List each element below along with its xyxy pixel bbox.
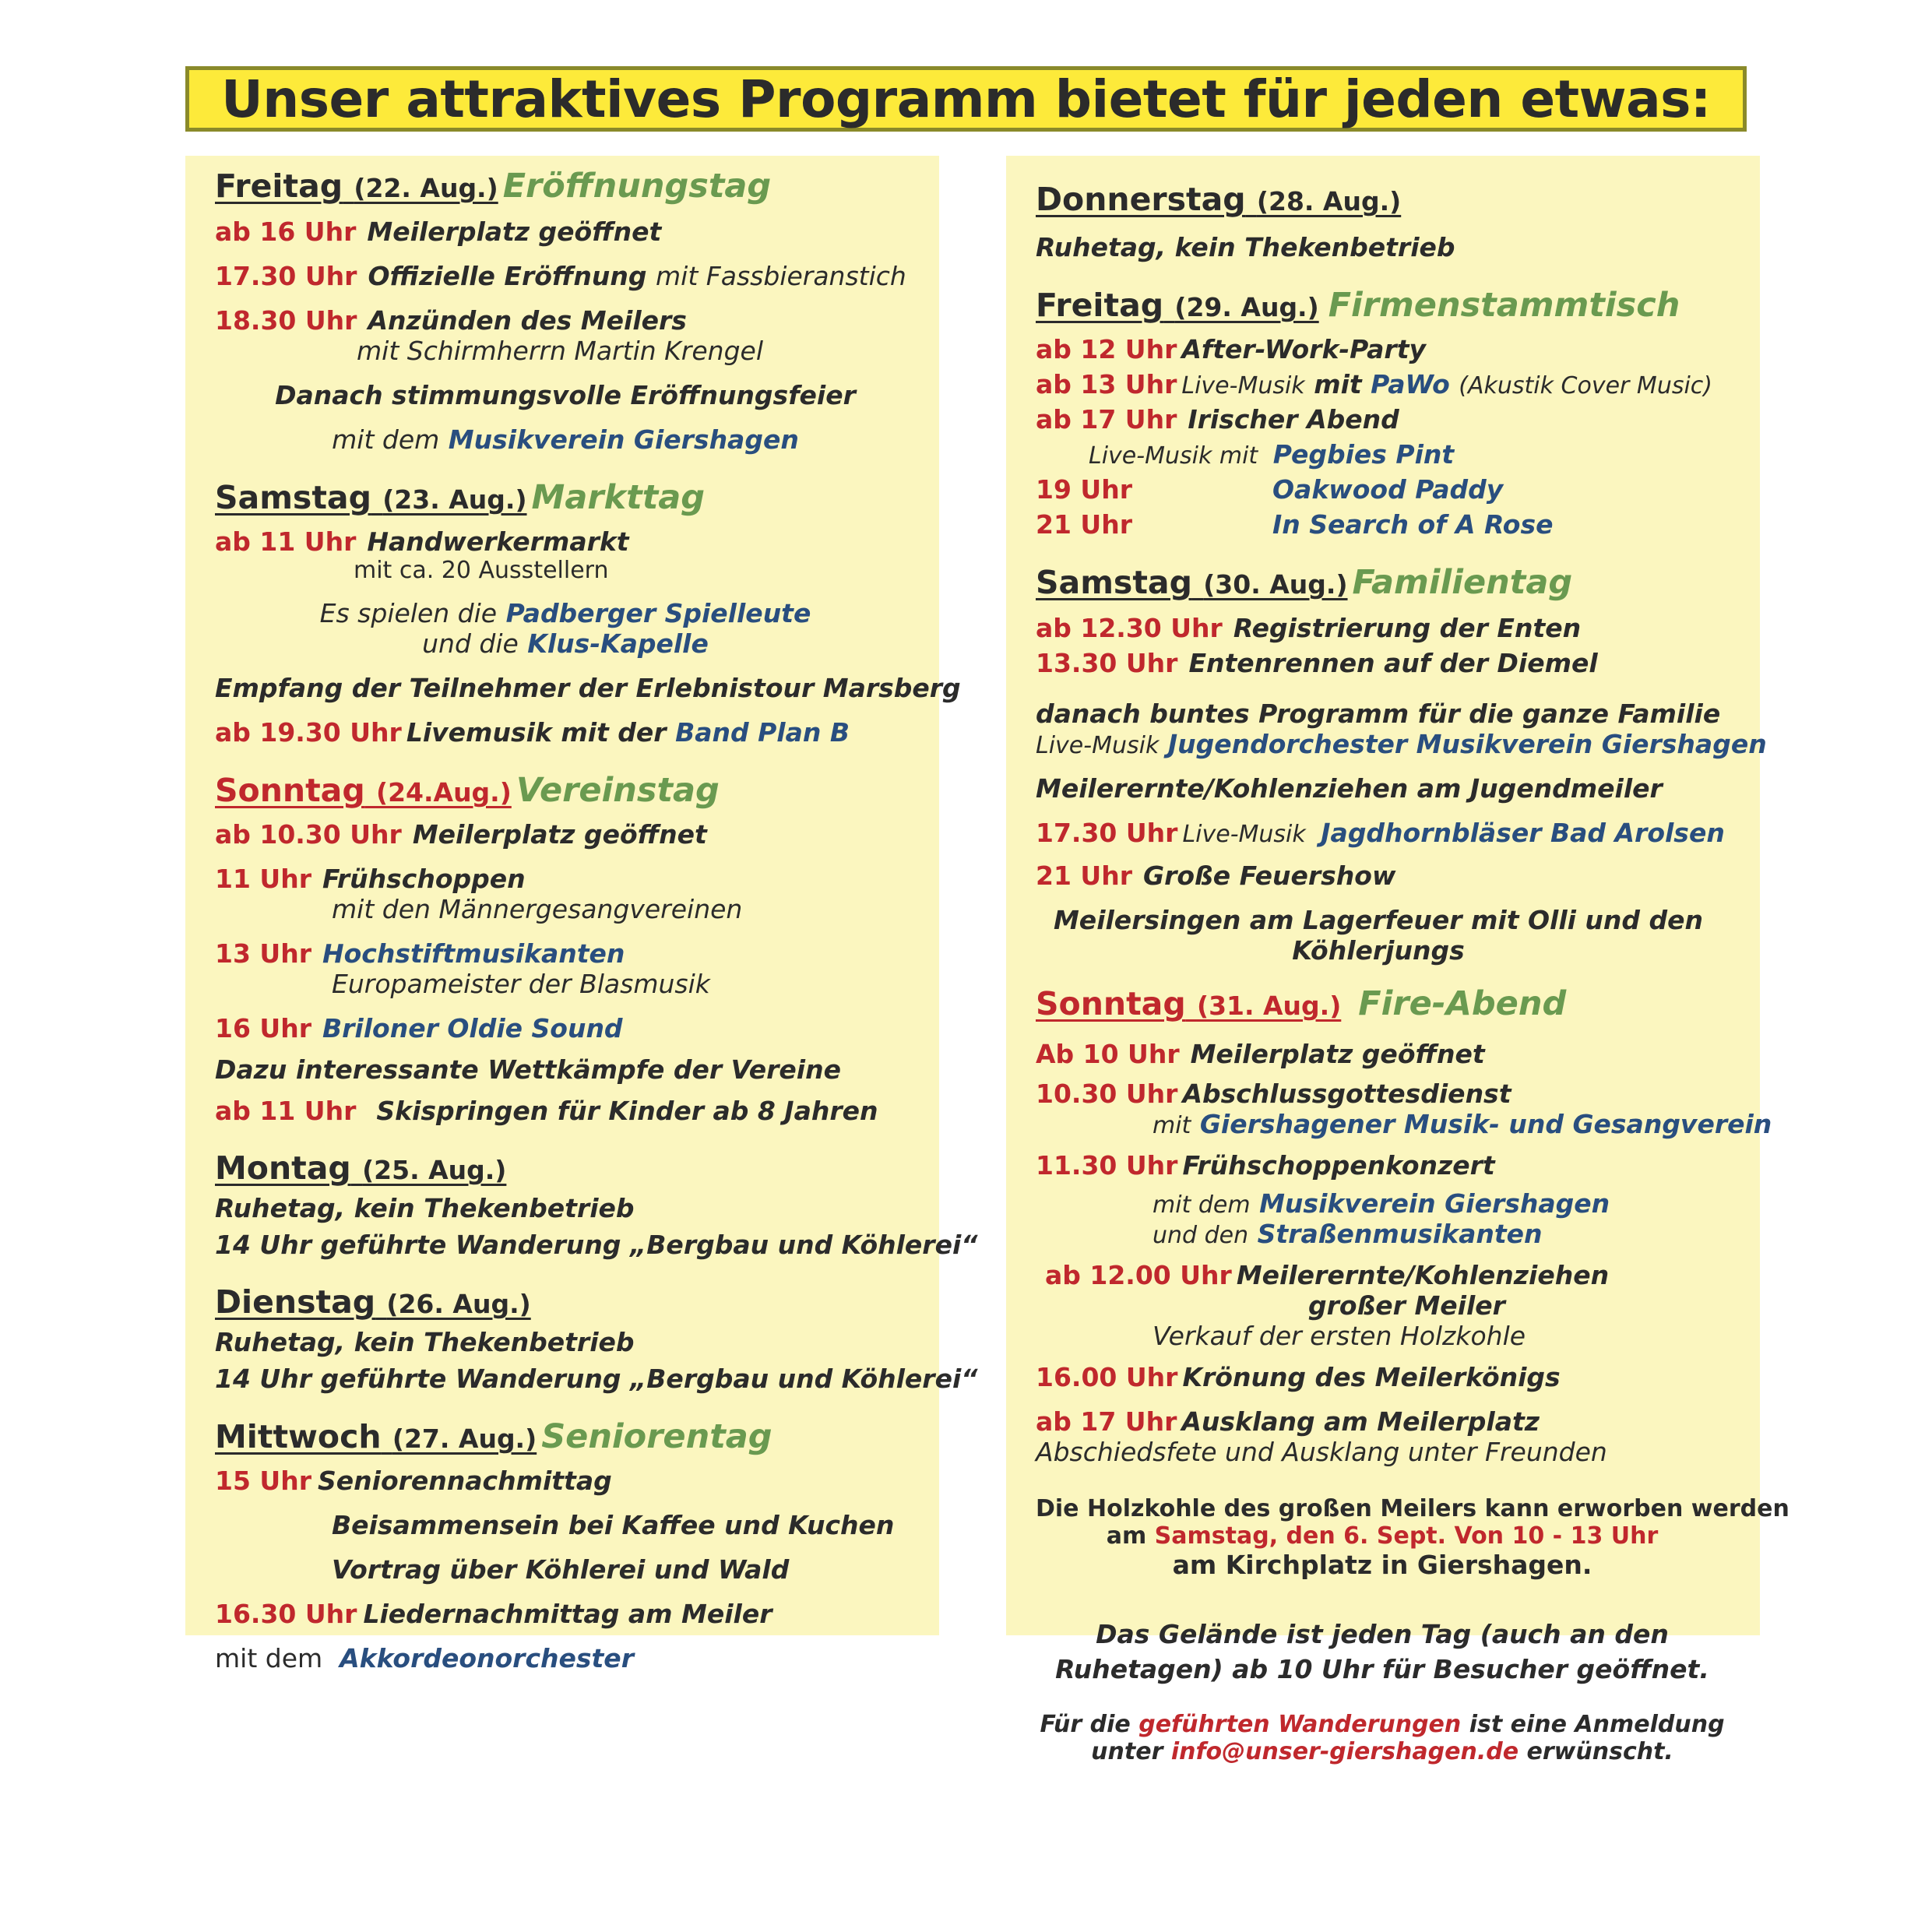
day-friday-22: [215, 167, 939, 455]
program-item: Dazu interessante Wettkämpfe der Vereine: [215, 1054, 841, 1085]
program-item: ab 17 Uhr Irischer Abend: [1036, 404, 1399, 435]
program-item: 14 Uhr geführte Wanderung „Bergbau und Köhlerei“: [215, 1364, 978, 1394]
day-monday-25: [215, 1149, 978, 1260]
program-item: und den Straßenmusikanten: [1153, 1219, 1543, 1249]
program-item: 13 Uhr Hochstiftmusikanten: [215, 938, 625, 969]
program-item: mit Giershagener Musik- und Gesangverein: [1153, 1109, 1772, 1139]
program-item: Ruhetag, kein Thekenbetrieb: [1036, 232, 1455, 262]
program-item: Vortrag über Köhlerei und Wald: [332, 1554, 790, 1585]
day-thursday-28: [1036, 181, 1760, 262]
program-item: ab 19.30 Uhr Livemusik mit der Band Plan B: [215, 717, 850, 748]
day-theme: Familientag: [1352, 563, 1573, 602]
program-item: ab 12.30 Uhr Registrierung der Enten: [1036, 613, 1582, 643]
program-item: 19 Uhr Oakwood Paddy: [1036, 474, 1504, 505]
program-item: danach buntes Programm für die ganze Familie: [1036, 699, 1721, 729]
program-item: 13.30 Uhr Entenrennen auf der Diemel: [1036, 648, 1598, 678]
program-item: 16.00 Uhr Krönung des Meilerkönigs: [1036, 1362, 1561, 1392]
program-item: und die Klus-Kapelle: [422, 628, 709, 659]
day-heading: Mittwoch (27. Aug.) Seniorentag: [215, 1417, 772, 1456]
day-heading: Donnerstag (28. Aug.): [1036, 181, 1402, 218]
day-saturday-30: [1036, 563, 1767, 966]
program-item: 10.30 Uhr Abschlussgottesdienst: [1036, 1079, 1511, 1109]
program-item: ab 12.00 Uhr Meilerernte/Kohlenziehen: [1045, 1260, 1610, 1290]
program-item: Beisammensein bei Kaffee und Kuchen: [332, 1510, 895, 1540]
program-column-right: [1006, 156, 1789, 1765]
day-sunday-31: [1036, 984, 1772, 1467]
program-item: Abschiedsfete und Ausklang unter Freunden: [1036, 1437, 1607, 1467]
program-item: 16 Uhr Briloner Oldie Sound: [215, 1013, 623, 1043]
day-theme: Eröffnungstag: [502, 167, 772, 206]
program-item: 11 Uhr Frühschoppen: [215, 864, 526, 894]
program-item: Köhlerjungs: [1292, 935, 1465, 966]
charcoal-sale-note: Die Holzkohle des großen Meilers kann erworben werden am Samstag, den 6. Sept. Von 10 - 13 Uhr am Kirchplatz in Giershagen.: [1036, 1495, 1789, 1580]
program-item: ab 11 Uhr Handwerkermarkt: [215, 526, 629, 557]
program-item: Verkauf der ersten Holzkohle: [1153, 1321, 1526, 1351]
program-item: Es spielen die Padberger Spielleute: [319, 598, 811, 628]
program-item: Live-Musik Jugendorchester Musikverein Giershagen: [1036, 729, 1767, 759]
program-subline: mit Schirmherrn Martin Krengel: [357, 336, 764, 366]
program-item: 16.30 Uhr Liedernachmittag am Meiler: [215, 1599, 772, 1629]
day-heading: Freitag (22. Aug.) Eröffnungstag: [215, 167, 772, 206]
title-banner: [185, 66, 1747, 132]
program-item: ab 13 Uhr Live-Musik mit PaWo (Akustik Cover Music): [1036, 369, 1712, 399]
day-sunday-24: [215, 771, 939, 1126]
day-heading: Sonntag (31. Aug.) Fire-Abend: [1036, 984, 1567, 1023]
program-item: ab 11 Uhr Skispringen für Kinder ab 8 Jahren: [215, 1096, 878, 1126]
program-item: ab 16 Uhr Meilerplatz geöffnet: [215, 216, 662, 247]
page-title: Unser attraktives Programm bietet für jeden etwas:: [221, 69, 1711, 129]
day-tuesday-26: [215, 1283, 978, 1394]
program-item: 21 Uhr In Search of A Rose: [1036, 509, 1554, 540]
day-heading: Freitag (29. Aug.) Firmenstammtisch: [1036, 286, 1680, 325]
program-item: 17.30 Uhr Offizielle Eröffnung mit Fassbieranstich: [215, 261, 906, 291]
day-saturday-23: [215, 478, 961, 748]
program-item: 14 Uhr geführte Wanderung „Bergbau und Köhlerei“: [215, 1230, 978, 1260]
program-item: Ruhetag, kein Thekenbetrieb: [215, 1327, 635, 1357]
program-item: mit dem Akkordeonorchester: [215, 1643, 634, 1673]
program-item: ab 17 Uhr Ausklang am Meilerplatz: [1036, 1406, 1540, 1437]
program-item: 21 Uhr Große Feuershow: [1036, 860, 1396, 891]
day-heading: Dienstag (26. Aug.): [215, 1283, 531, 1321]
program-item: ab 10.30 Uhr Meilerplatz geöffnet: [215, 819, 707, 850]
program-item: mit dem Musikverein Giershagen: [1153, 1188, 1610, 1219]
day-theme: Seniorentag: [541, 1417, 772, 1456]
program-item: 18.30 Uhr Anzünden des Meilers: [215, 305, 687, 336]
day-theme: Vereinstag: [516, 771, 720, 810]
day-theme: Markttag: [531, 478, 706, 517]
email-link[interactable]: info@unser-giershagen.de: [1170, 1738, 1519, 1765]
program-item: großer Meiler: [1308, 1290, 1505, 1321]
day-heading: Samstag (30. Aug.) Familientag: [1036, 563, 1573, 602]
day-theme: Firmenstammtisch: [1328, 286, 1680, 325]
day-heading: Samstag (23. Aug.) Markttag: [215, 478, 706, 517]
program-item: 11.30 Uhr Frühschoppenkonzert: [1036, 1150, 1495, 1181]
program-item: Ruhetag, kein Thekenbetrieb: [215, 1193, 635, 1223]
registration-note: Für die geführten Wanderungen ist eine Anmeldung unter info@unser-giershagen.de erwünscht.: [1040, 1711, 1725, 1765]
program-item: 15 Uhr Seniorennachmittag: [215, 1466, 612, 1496]
opening-hours-note: Das Gelände ist jeden Tag (auch an den Ruhetagen) ab 10 Uhr für Besucher geöffnet.: [1055, 1619, 1709, 1684]
program-subline: mit den Männergesangvereinen: [332, 894, 743, 924]
program-subline: mit ca. 20 Ausstellern: [354, 557, 609, 584]
day-theme: Fire-Abend: [1358, 984, 1567, 1023]
day-friday-29: [1036, 286, 1760, 540]
program-item: mit dem Musikverein Giershagen: [332, 424, 799, 455]
program-subline: Europameister der Blasmusik: [332, 969, 710, 999]
program-column-left: [185, 156, 978, 1673]
program-item: 17.30 Uhr Live-Musik Jagdhornbläser Bad Arolsen: [1036, 818, 1725, 848]
day-heading: Sonntag (24.Aug.) Vereinstag: [215, 771, 720, 810]
program-item: Meilerernte/Kohlenziehen am Jugendmeiler: [1036, 773, 1663, 804]
program-item: Danach stimmungsvolle Eröffnungsfeier: [275, 380, 856, 410]
day-wednesday-27: [215, 1417, 939, 1673]
program-item: Ab 10 Uhr Meilerplatz geöffnet: [1036, 1039, 1485, 1069]
program-item: Meilersingen am Lagerfeuer mit Olli und den: [1053, 905, 1704, 935]
day-heading: Montag (25. Aug.): [215, 1149, 507, 1187]
program-item: ab 12 Uhr After-Work-Party: [1036, 334, 1426, 364]
program-item: Empfang der Teilnehmer der Erlebnistour Marsberg: [215, 673, 961, 703]
program-item: Live-Musik mit Pegbies Pint: [1089, 439, 1455, 470]
